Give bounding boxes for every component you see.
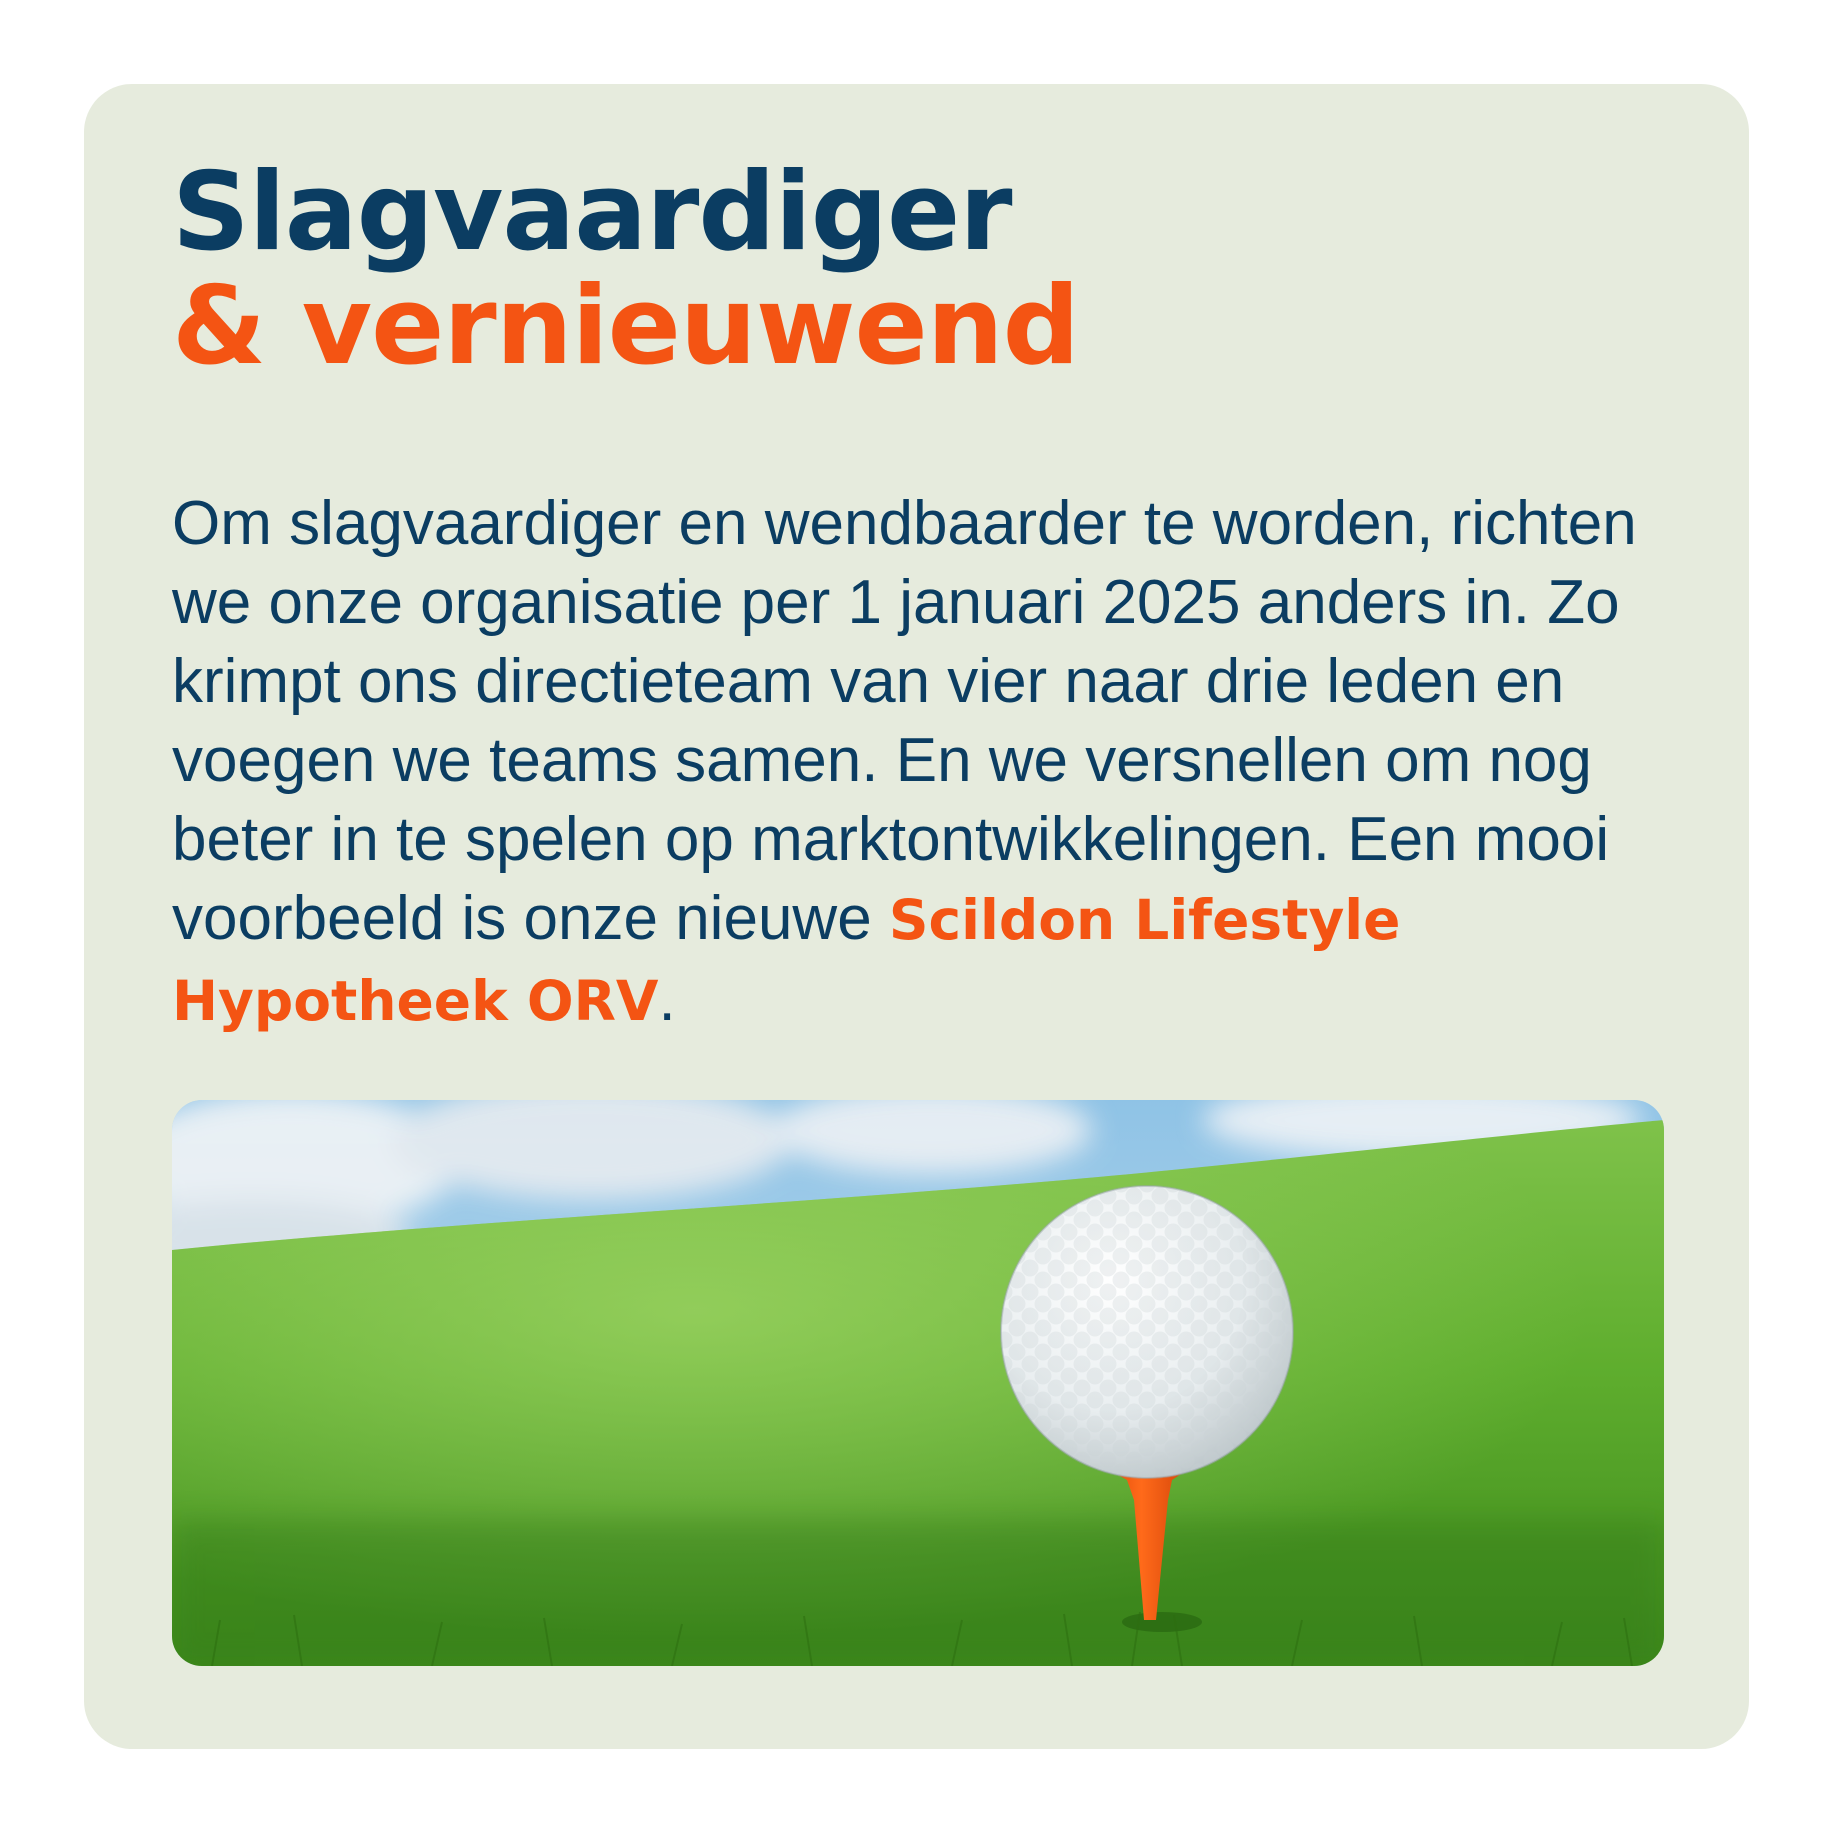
golf-photo: [172, 1100, 1664, 1666]
heading: [172, 150, 1079, 389]
body-end: .: [658, 965, 676, 1034]
body-text: Om slagvaardiger en wendbaarder te worden, richten we onze organisatie per 1 januari 2025 anders in. Zo krimpt ons directieteam van vier naar drie leden en voegen we teams samen. En we versnellen om nog beter in te spelen op marktontwikkelingen. Een mooi voorbeeld is onze nieuwe: [172, 489, 1637, 953]
body-paragraph: [172, 484, 1692, 1041]
golf-ball-on-orange-tee-icon: [172, 1100, 1664, 1666]
heading-line-2: & vernieuwend: [172, 264, 1079, 389]
heading-line-1: Slagvaardiger: [172, 150, 1012, 275]
product-name-highlight: Scildon Lifestyle Hypotheek ORV: [172, 888, 1401, 1033]
content-card: [84, 84, 1749, 1749]
